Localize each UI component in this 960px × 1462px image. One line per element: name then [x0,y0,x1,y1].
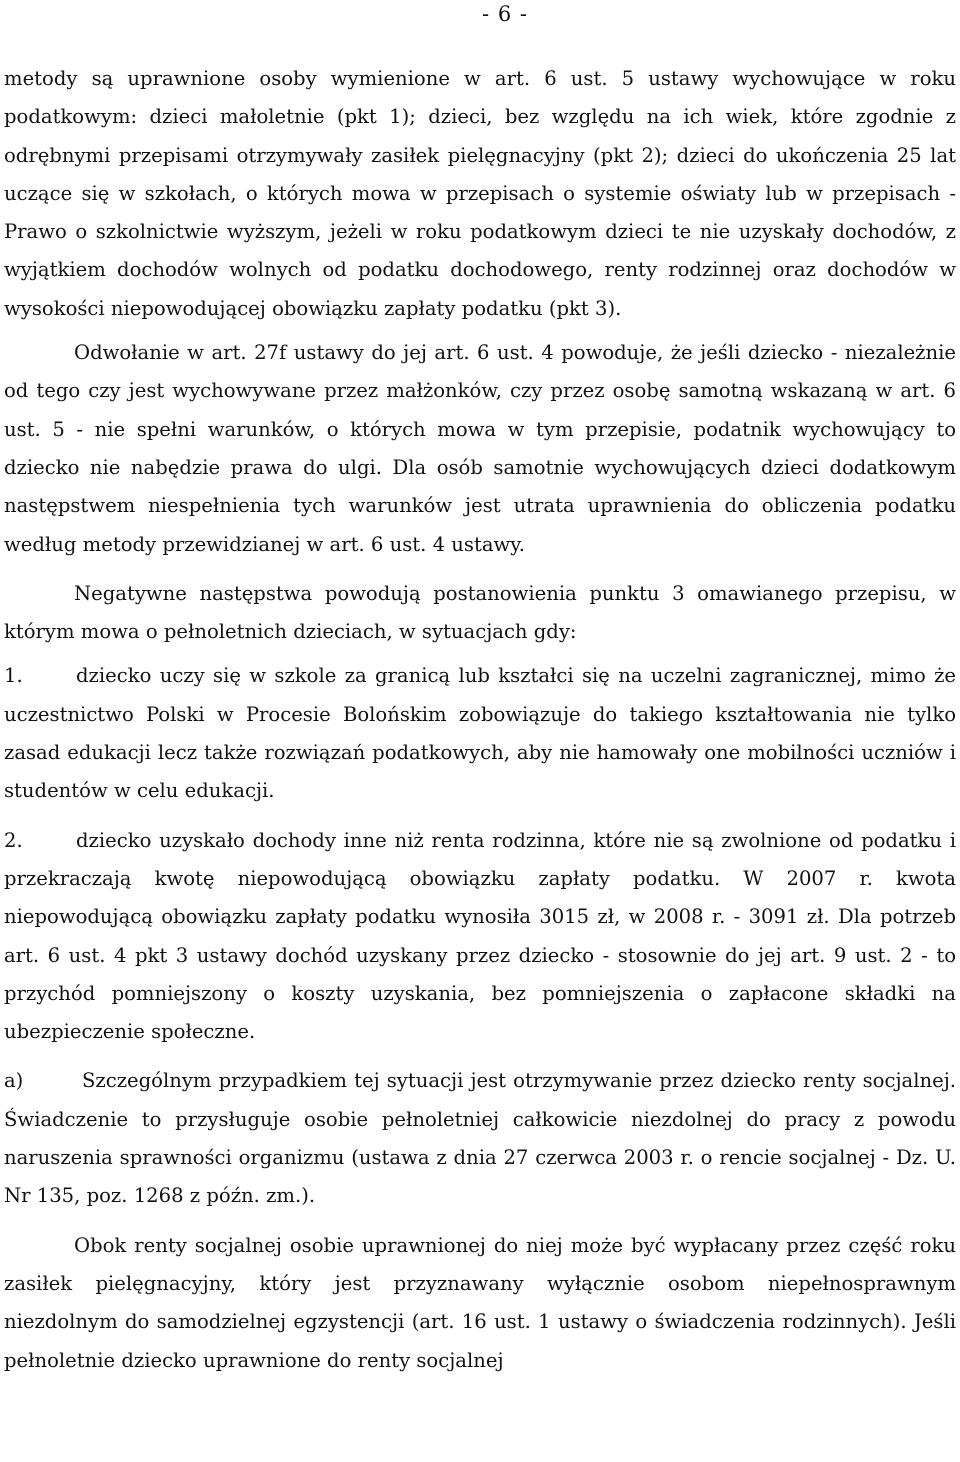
paragraph-reference-art-27f: Odwołanie w art. 27f ustawy do jej art. 6 ust. 4 powoduje, że jeśli dziecko - niezależnie od tego czy jest wychowywane przez małżonków, czy przez osobę samotną wskazaną w art. 6 ust. 5 - nie spełni warunków, o których mowa w tym przepisie, podatnik wychowujący to dziecko nie nabędzie prawa do ulgi. Dla osób samotnie wychowujących dzieci dodatkowym następstwem niespełnienia tych warunków jest utrata uprawnienia do obliczenia podatku według metody przewidzianej w art. 6 ust. 4 ustawy. [4,341,956,556]
list-item-a [4,1062,956,1215]
list-item-1-text: dziecko uczy się w szkole za granicą lub kształci się na uczelni zagranicznej, mimo że uczestnictwo Polski w Procesie Bolońskim zobowiązuje do takiego kształtowania nie tylko zasad edukacji lecz także rozwiązań podatkowych, aby nie hamowały one mobilności uczniów i studentów w celu edukacji. [4,664,956,803]
list-marker-a: a) [4,1069,24,1093]
list-item-1 [4,657,956,810]
document-body [4,60,956,1380]
list-item-a-text: Szczególnym przypadkiem tej sytuacji jest otrzymywanie przez dziecko renty socjalnej. Świadczenie to przysługuje osobie pełnoletniej całkowicie niezdolnej do pracy z powodu naruszenia sprawności organizmu (ustawa z dnia 27 czerwca 2003 r. o rencie socjalnej - Dz. U. Nr 135, poz. 1268 z późn. zm.). [4,1069,956,1208]
paragraph-negative-consequences: Negatywne następstwa powodują postanowienia punktu 3 omawianego przepisu, w którym mowa o pełnoletnich dzieciach, w sytuacjach gdy: [4,581,956,644]
page-number: - 6 - [482,2,528,26]
list-marker-2: 2. [4,828,23,852]
paragraph-eligible-persons: metody są uprawnione osoby wymienione w art. 6 ust. 5 ustawy wychowujące w roku podatkowym: dzieci małoletnie (pkt 1); dzieci, bez względu na ich wiek, które zgodnie z odrębnymi przepisami otrzymywały zasiłek pielęgnacyjny (pkt 2); dzieci do ukończenia 25 lat uczące się w szkołach, o których mowa w przepisach o systemie oświaty lub w przepisach - Prawo o szkolnictwie wyższym, jeżeli w roku podatkowym dzieci te nie uzyskały dochodów, z wyjątkiem dochodów wolnych od podatku dochodowego, renty rodzinnej oraz dochodów w wysokości niepowodującej obowiązku zapłaty podatku (pkt 3). [4,67,956,320]
list-item-2 [4,822,956,1052]
paragraph-nursing-allowance: Obok renty socjalnej osobie uprawnionej do niej może być wypłacany przez część roku zasiłek pielęgnacyjny, który jest przyznawany wyłącznie osobom niepełnosprawnym niezdolnym do samodzielnej egzystencji (art. 16 ust. 1 ustawy o świadczenia rodzinnych). Jeśli pełnoletnie dziecko uprawnione do renty socjalnej [4,1233,956,1372]
list-marker-1: 1. [4,664,23,688]
list-item-2-text: dziecko uzyskało dochody inne niż renta rodzinna, które nie są zwolnione od podatku i przekraczają kwotę niepowodującą obowiązku zapłaty podatku. W 2007 r. kwota niepowodującą obowiązku zapłaty podatku wynosiła 3015 zł, w 2008 r. - 3091 zł. Dla potrzeb art. 6 ust. 4 pkt 3 ustawy dochód uzyskany przez dziecko - stosownie do jej art. 9 ust. 2 - to przychód pomniejszony o koszty uzyskania, bez pomniejszenia o zapłacone składki na ubezpieczenie społeczne. [4,828,956,1044]
